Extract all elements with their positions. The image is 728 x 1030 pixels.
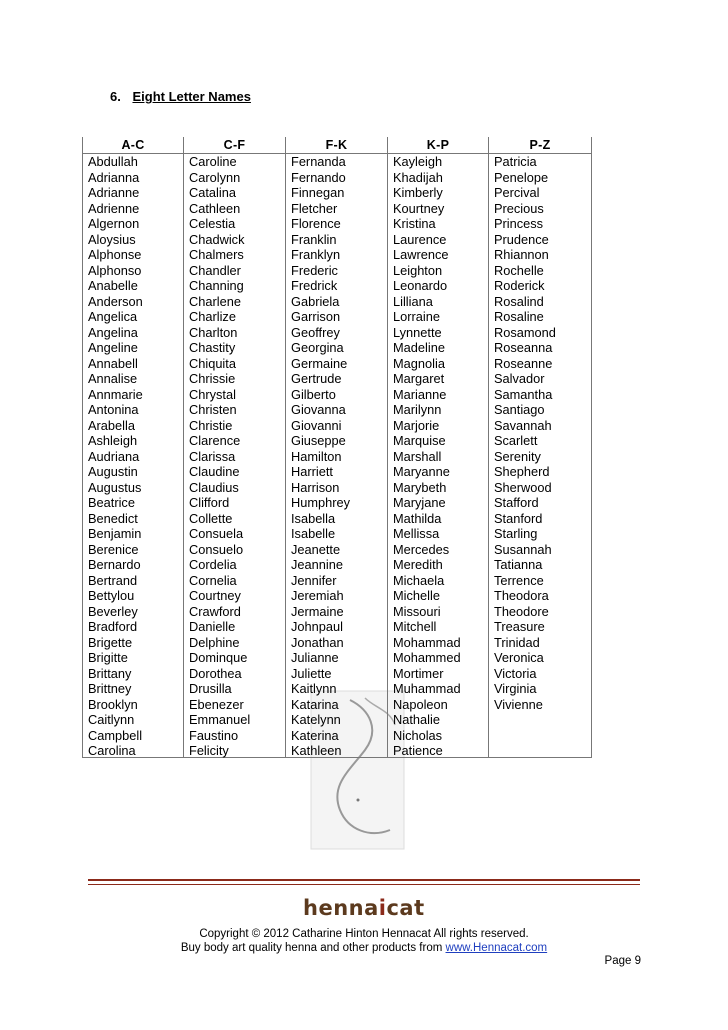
name-cell: Marquise	[393, 433, 446, 448]
name-cell: Danielle	[189, 619, 236, 634]
name-cell: Collette	[189, 510, 233, 526]
column-header: P-Z	[489, 137, 591, 154]
name-cell: Algernon	[88, 216, 140, 231]
name-cell: Mercedes	[393, 541, 450, 557]
name-cell: Nathalie	[393, 712, 440, 727]
name-cell: Audriana	[88, 448, 140, 464]
name-cell: Rochelle	[494, 262, 544, 278]
name-cell: Ebenezer	[189, 696, 244, 712]
name-cell: Faustino	[189, 727, 239, 743]
name-cell: Isabelle	[291, 526, 336, 541]
name-cell: Angelica	[88, 309, 138, 324]
name-list	[286, 154, 387, 759]
name-cell: Christen	[189, 402, 237, 417]
name-cell: Gabriela	[291, 293, 340, 309]
name-cell: Chrissie	[189, 371, 236, 386]
name-cell: Prudence	[494, 231, 549, 247]
section-heading	[110, 89, 251, 104]
name-cell: Consuelo	[189, 541, 244, 557]
copyright-text: Copyright © 2012 Catharine Hinton Hennacat All rights reserved.	[199, 928, 529, 940]
section-number: 6.	[110, 89, 121, 104]
promo-line	[0, 942, 728, 954]
name-list	[184, 154, 285, 759]
name-cell: Harrison	[291, 479, 340, 495]
name-cell: Chalmers	[189, 247, 244, 262]
name-cell: Delphine	[189, 634, 240, 650]
name-cell: Virginia	[494, 681, 537, 696]
name-cell: Germaine	[291, 355, 348, 371]
name-cell: Chadwick	[189, 231, 245, 247]
name-cell: Mitchell	[393, 619, 437, 634]
name-cell: Gilberto	[291, 386, 336, 402]
name-cell: Scarlett	[494, 433, 538, 448]
name-cell: Jonathan	[291, 634, 344, 650]
name-cell: Bradford	[88, 619, 138, 634]
name-cell: Frederic	[291, 262, 338, 278]
name-cell: Courtney	[189, 588, 241, 603]
name-cell: Magnolia	[393, 355, 445, 371]
name-cell: Mohammed	[393, 650, 461, 665]
name-cell: Lilliana	[393, 293, 433, 309]
name-cell: Shepherd	[494, 464, 550, 479]
name-cell: Garrison	[291, 309, 341, 324]
name-cell: Anabelle	[88, 278, 138, 293]
name-list	[489, 154, 591, 712]
name-cell: Katerina	[291, 727, 339, 743]
name-cell: Kathleen	[291, 743, 342, 758]
name-cell: Mohammad	[393, 634, 461, 650]
name-cell: Finnegan	[291, 185, 345, 200]
name-cell: Katelynn	[291, 712, 341, 727]
name-cell: Antonina	[88, 402, 139, 417]
name-cell: Anderson	[88, 293, 143, 309]
name-cell: Muhammad	[393, 681, 461, 696]
section-title: Eight Letter Names	[132, 89, 251, 104]
column-header: K-P	[388, 137, 488, 154]
name-cell: Nicholas	[393, 727, 443, 743]
name-cell: Angelina	[88, 324, 138, 340]
name-cell: Percival	[494, 185, 540, 200]
name-cell: Brittney	[88, 681, 132, 696]
name-cell: Adrianna	[88, 169, 140, 185]
name-cell: Michaela	[393, 572, 445, 588]
name-cell: Marianne	[393, 386, 447, 402]
name-cell: Beverley	[88, 603, 138, 619]
name-cell: Georgina	[291, 340, 344, 355]
name-cell: Santiago	[494, 402, 545, 417]
name-cell: Kaitlynn	[291, 681, 337, 696]
name-cell: Campbell	[88, 727, 143, 743]
name-cell: Annabell	[88, 355, 138, 371]
name-cell: Fernando	[291, 169, 346, 185]
name-cell: Bertrand	[88, 572, 138, 588]
name-cell: Benjamin	[88, 526, 142, 541]
name-cell: Berenice	[88, 541, 139, 557]
footer-divider	[88, 879, 640, 881]
name-cell: Kourtney	[393, 200, 445, 216]
name-cell: Cordelia	[189, 557, 237, 572]
name-cell: Bettylou	[88, 588, 135, 603]
name-cell: Leighton	[393, 262, 443, 278]
name-cell: Adrienne	[88, 200, 140, 216]
name-cell: Adrianne	[88, 185, 140, 200]
name-cell: Rosaline	[494, 309, 544, 324]
name-cell: Jeremiah	[291, 588, 344, 603]
name-cell: Marilynn	[393, 402, 442, 417]
name-cell: Maryanne	[393, 464, 450, 479]
name-cell: Dorothea	[189, 665, 242, 681]
name-cell: Franklin	[291, 231, 337, 247]
name-cell: Julianne	[291, 650, 339, 665]
name-cell: Vivienne	[494, 696, 543, 712]
name-cell: Fernanda	[291, 154, 346, 169]
name-cell: Roseanna	[494, 340, 553, 355]
names-table	[82, 137, 592, 758]
name-cell: Claudine	[189, 464, 240, 479]
name-cell: Kimberly	[393, 185, 443, 200]
name-cell: Bernardo	[88, 557, 141, 572]
name-cell: Laurence	[393, 231, 447, 247]
name-cell: Meredith	[393, 557, 443, 572]
name-cell: Carolina	[88, 743, 136, 758]
name-cell: Harriett	[291, 464, 333, 479]
name-cell: Mortimer	[393, 665, 444, 681]
name-cell: Drusilla	[189, 681, 232, 696]
name-cell: Angeline	[88, 340, 138, 355]
name-cell: Khadijah	[393, 169, 443, 185]
footer-divider-thin	[88, 884, 640, 885]
name-cell: Clarence	[189, 433, 241, 448]
name-cell: Jermaine	[291, 603, 344, 619]
column-header: F-K	[286, 137, 387, 154]
column-header: C-F	[184, 137, 285, 154]
name-cell: Giuseppe	[291, 433, 346, 448]
hennacat-website-link[interactable]: www.Hennacat.com	[445, 942, 548, 954]
name-cell: Cornelia	[189, 572, 237, 588]
name-cell: Catalina	[189, 185, 236, 200]
name-cell: Patricia	[494, 154, 537, 169]
name-cell: Stanford	[494, 510, 543, 526]
name-cell: Jeannine	[291, 557, 343, 572]
name-cell: Gertrude	[291, 371, 342, 386]
name-cell: Giovanna	[291, 402, 346, 417]
name-cell: Annalise	[88, 371, 138, 386]
name-cell: Salvador	[494, 371, 545, 386]
name-cell: Crawford	[189, 603, 241, 619]
name-cell: Maryjane	[393, 495, 446, 510]
name-cell: Brigette	[88, 634, 133, 650]
name-cell: Johnpaul	[291, 619, 343, 634]
name-cell: Tatianna	[494, 557, 543, 572]
name-cell: Cathleen	[189, 200, 241, 216]
name-cell: Clarissa	[189, 448, 236, 464]
name-cell: Marybeth	[393, 479, 447, 495]
logo-mark: i	[378, 896, 387, 920]
name-cell: Carolynn	[189, 169, 241, 185]
name-cell: Claudius	[189, 479, 239, 495]
name-cell: Chandler	[189, 262, 241, 278]
name-cell: Ashleigh	[88, 433, 138, 448]
name-cell: Serenity	[494, 448, 541, 464]
name-cell: Mellissa	[393, 526, 440, 541]
name-cell: Madeline	[393, 340, 445, 355]
logo-text-left: henna	[303, 896, 379, 920]
name-cell: Geoffrey	[291, 324, 340, 340]
name-cell: Missouri	[393, 603, 441, 619]
name-cell: Channing	[189, 278, 244, 293]
name-cell: Napoleon	[393, 696, 448, 712]
name-list	[83, 154, 183, 759]
name-cell: Rhiannon	[494, 247, 549, 262]
name-cell: Theodora	[494, 588, 549, 603]
name-cell: Susannah	[494, 541, 552, 557]
name-cell: Florence	[291, 216, 341, 231]
name-cell: Rosamond	[494, 324, 556, 340]
name-cell: Treasure	[494, 619, 545, 634]
name-cell: Stafford	[494, 495, 539, 510]
name-cell: Victoria	[494, 665, 537, 681]
name-cell: Charlize	[189, 309, 236, 324]
name-cell: Patience	[393, 743, 443, 758]
name-cell: Caitlynn	[88, 712, 135, 727]
name-cell: Rosalind	[494, 293, 544, 309]
name-cell: Abdullah	[88, 154, 138, 169]
name-cell: Benedict	[88, 510, 138, 526]
name-cell: Charlton	[189, 324, 238, 340]
name-cell: Penelope	[494, 169, 549, 185]
name-cell: Leonardo	[393, 278, 448, 293]
name-cell: Fletcher	[291, 200, 338, 216]
name-cell: Fredrick	[291, 278, 338, 293]
name-cell: Lynnette	[393, 324, 442, 340]
column-k-p	[388, 137, 489, 758]
name-cell: Katarina	[291, 696, 339, 712]
promo-text: Buy body art quality henna and other products from	[180, 942, 446, 954]
name-cell: Roderick	[494, 278, 545, 293]
name-cell: Lawrence	[393, 247, 449, 262]
name-cell: Emmanuel	[189, 712, 251, 727]
name-cell: Chrystal	[189, 386, 236, 402]
column-p-z	[489, 137, 591, 758]
name-cell: Humphrey	[291, 495, 351, 510]
name-cell: Savannah	[494, 417, 552, 433]
name-cell: Kristina	[393, 216, 436, 231]
name-cell: Alphonse	[88, 247, 142, 262]
name-cell: Brigitte	[88, 650, 128, 665]
name-cell: Brooklyn	[88, 696, 138, 712]
name-cell: Augustin	[88, 464, 138, 479]
name-cell: Margaret	[393, 371, 445, 386]
name-cell: Caroline	[189, 154, 237, 169]
name-cell: Theodore	[494, 603, 549, 619]
name-cell: Consuela	[189, 526, 244, 541]
name-cell: Marjorie	[393, 417, 440, 433]
name-cell: Jennifer	[291, 572, 337, 588]
name-cell: Giovanni	[291, 417, 342, 433]
name-cell: Roseanne	[494, 355, 553, 371]
name-cell: Alphonso	[88, 262, 142, 278]
name-cell: Beatrice	[88, 495, 135, 510]
column-c-f	[184, 137, 286, 758]
hennacat-logo	[303, 896, 433, 926]
name-cell: Hamilton	[291, 448, 342, 464]
name-cell: Kayleigh	[393, 154, 443, 169]
name-cell: Michelle	[393, 588, 440, 603]
column-f-k	[286, 137, 388, 758]
name-cell: Jeanette	[291, 541, 341, 557]
name-cell: Juliette	[291, 665, 332, 681]
name-cell: Christie	[189, 417, 233, 433]
name-cell: Veronica	[494, 650, 544, 665]
name-cell: Trinidad	[494, 634, 540, 650]
name-cell: Terrence	[494, 572, 544, 588]
column-a-c	[83, 137, 184, 758]
page-number: Page 9	[604, 955, 641, 967]
name-cell: Sherwood	[494, 479, 552, 495]
name-cell: Marshall	[393, 448, 442, 464]
name-list	[388, 154, 488, 759]
name-cell: Mathilda	[393, 510, 442, 526]
column-header: A-C	[83, 137, 183, 154]
name-cell: Starling	[494, 526, 538, 541]
name-cell: Arabella	[88, 417, 135, 433]
name-cell: Chiquita	[189, 355, 236, 371]
name-cell: Brittany	[88, 665, 132, 681]
name-cell: Princess	[494, 216, 544, 231]
name-cell: Samantha	[494, 386, 553, 402]
name-cell: Precious	[494, 200, 544, 216]
name-cell: Isabella	[291, 510, 336, 526]
name-cell: Celestia	[189, 216, 236, 231]
name-cell: Chastity	[189, 340, 236, 355]
name-cell: Felicity	[189, 743, 229, 758]
name-cell: Dominque	[189, 650, 248, 665]
name-cell: Charlene	[189, 293, 241, 309]
logo-text-right: cat	[386, 896, 425, 920]
name-cell: Franklyn	[291, 247, 341, 262]
name-cell: Lorraine	[393, 309, 440, 324]
name-cell: Aloysius	[88, 231, 136, 247]
name-cell: Annmarie	[88, 386, 143, 402]
name-cell: Augustus	[88, 479, 142, 495]
name-cell: Clifford	[189, 495, 230, 510]
